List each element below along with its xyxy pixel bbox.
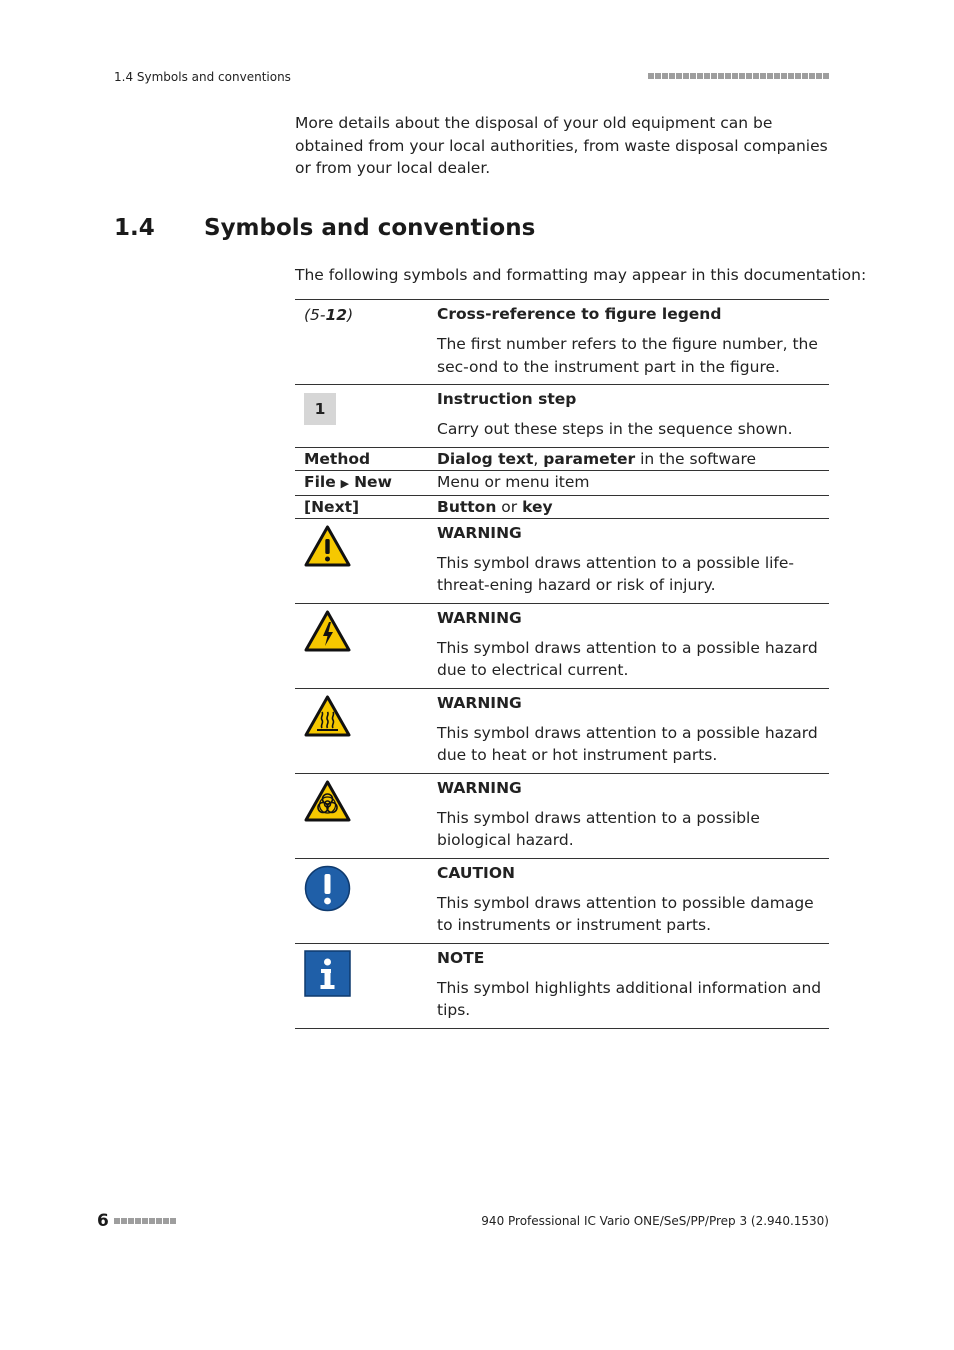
table-row <box>295 300 829 385</box>
table-row <box>295 773 829 858</box>
intro-paragraph: More details about the disposal of your old equipment can be obtained from your local authorities, from waste disposal companies or from your local dealer. <box>295 114 828 177</box>
caution-exclamation-icon <box>304 865 351 912</box>
row-heading: WARNING <box>437 608 522 627</box>
table-row <box>295 447 829 470</box>
row-description: This symbol draws attention to possible damage to instruments or instrument parts. <box>437 893 814 934</box>
button-symbol: [Next] <box>304 497 360 516</box>
row-description: This symbol draws attention to a possible hazard due to electrical current. <box>437 638 818 679</box>
xref-prefix: (5- <box>304 306 326 324</box>
separator-text: , <box>533 449 544 468</box>
header-decoration <box>648 73 829 79</box>
or-text: or <box>496 497 523 516</box>
row-description: This symbol draws attention to a possible biological hazard. <box>437 808 760 849</box>
table-row <box>295 495 829 518</box>
row-heading: WARNING <box>437 523 522 542</box>
button-label: Button <box>437 497 497 516</box>
warning-heat-icon <box>304 695 351 737</box>
row-description: Menu or menu item <box>437 472 590 491</box>
method-desc-rest: in the software <box>635 449 757 468</box>
key-label: key <box>522 497 553 516</box>
xref-number: 12 <box>325 306 348 324</box>
row-description: Carry out these steps in the sequence shown. <box>437 420 793 438</box>
row-heading: NOTE <box>437 948 485 967</box>
lead-paragraph: The following symbols and formatting may appear in this documentation: <box>295 266 867 284</box>
parameter-label: parameter <box>543 449 636 468</box>
row-heading: WARNING <box>437 693 522 712</box>
warning-biohazard-icon <box>304 780 351 822</box>
table-row <box>295 603 829 688</box>
xref-symbol <box>304 306 353 324</box>
document-title: 940 Professional IC Vario ONE/SeS/PP/Prep 3 (2.940.1530) <box>481 1214 829 1228</box>
symbols-table <box>295 299 829 1029</box>
warning-electric-icon <box>304 610 351 652</box>
menu-arrow-icon: ▶ <box>340 476 350 490</box>
table-row <box>295 385 829 448</box>
xref-suffix: ) <box>347 306 354 324</box>
page-number: 6 <box>97 1211 109 1231</box>
info-icon <box>304 950 351 997</box>
instruction-step-box: 1 <box>304 393 336 425</box>
table-row <box>295 688 829 773</box>
dialog-text-label: Dialog text <box>437 449 534 468</box>
row-description: The first number refers to the figure number, the sec-ond to the instrument part in the figure. <box>437 335 818 376</box>
row-heading: Cross-reference to figure legend <box>437 305 722 323</box>
running-header: 1.4 Symbols and conventions <box>114 70 291 84</box>
section-title: Symbols and conventions <box>204 215 536 241</box>
footer-decoration <box>114 1218 176 1224</box>
row-heading: CAUTION <box>437 863 515 882</box>
row-description: This symbol draws attention to a possible hazard due to heat or hot instrument parts. <box>437 723 818 764</box>
row-description: This symbol draws attention to a possible life-threat-ening hazard or risk of injury. <box>437 553 795 594</box>
table-row <box>295 470 829 495</box>
menu-new-label: New <box>354 472 392 491</box>
method-symbol: Method <box>304 449 371 468</box>
row-heading: Instruction step <box>437 390 577 408</box>
menu-file-label: File <box>304 472 336 491</box>
row-description: This symbol highlights additional information and tips. <box>437 978 822 1019</box>
section-number: 1.4 <box>114 215 155 241</box>
row-heading: WARNING <box>437 778 522 797</box>
section-heading <box>114 215 535 241</box>
table-row <box>295 858 829 943</box>
table-row <box>295 518 829 603</box>
table-row <box>295 943 829 1028</box>
warning-exclamation-icon <box>304 525 351 567</box>
